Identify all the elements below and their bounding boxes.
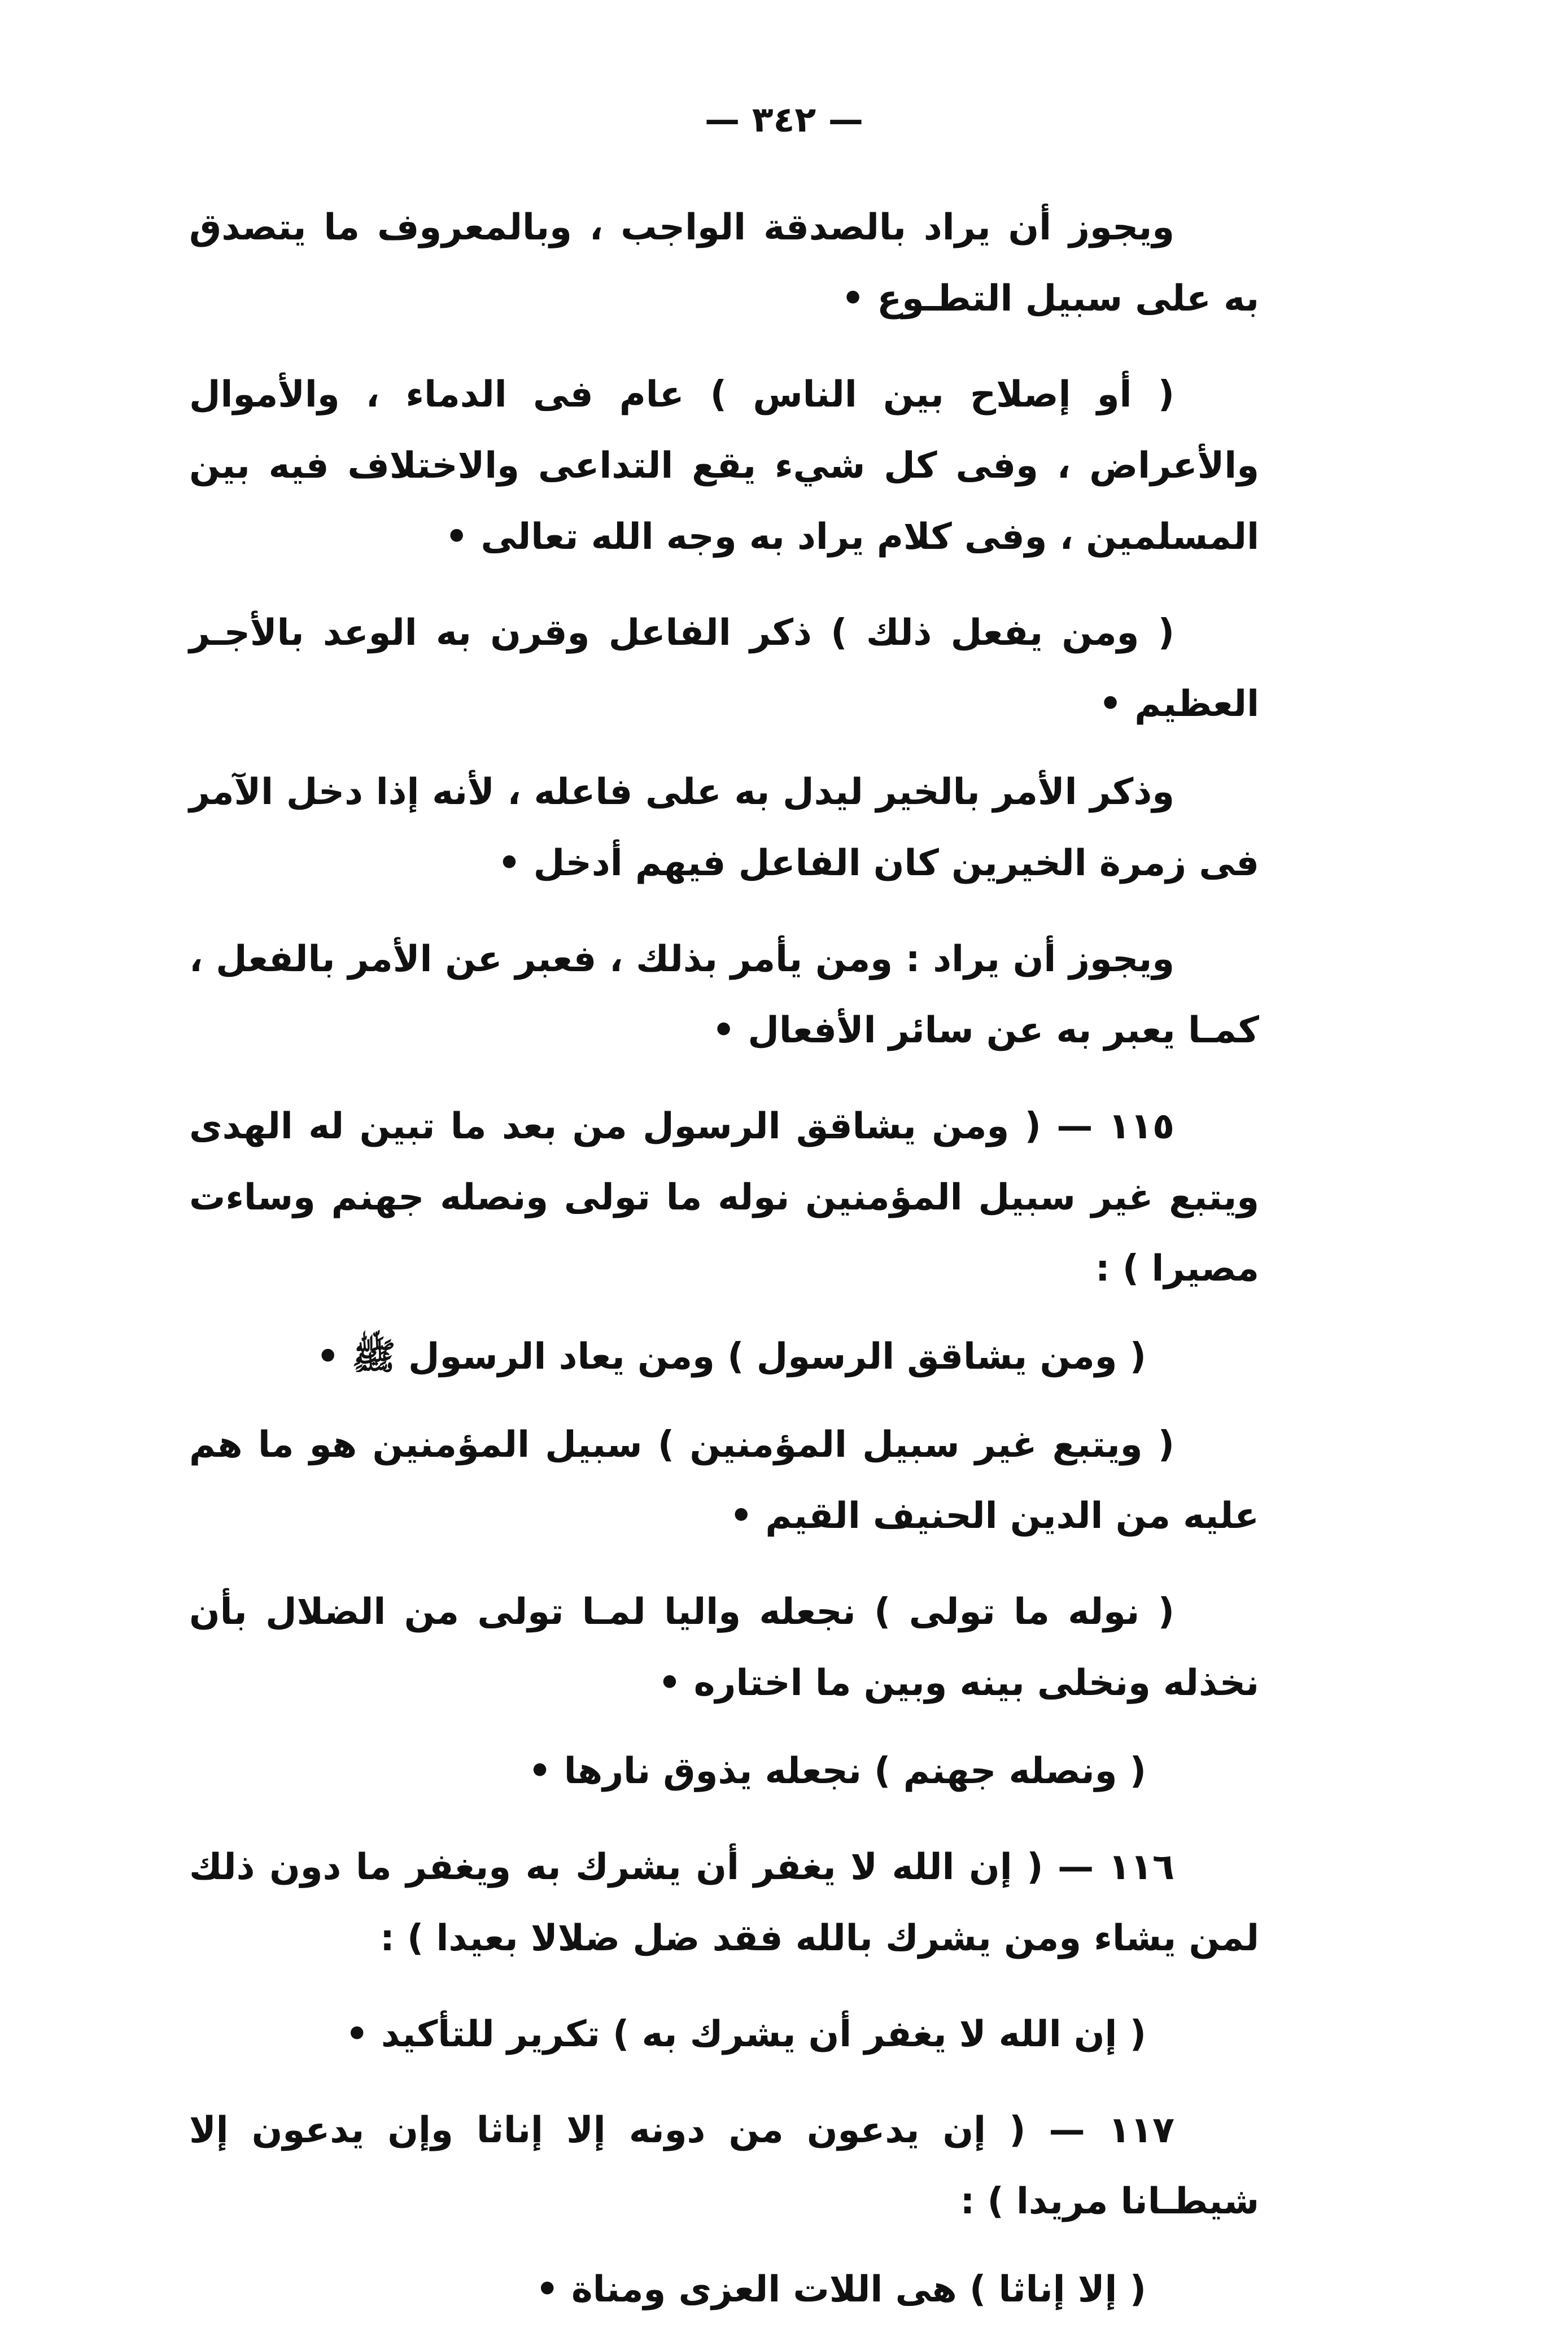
verse-117: ١١٧ — ( إن يدعون من دونه إلا إناثا وإن يدعون إلا شيطـانا مريدا ) : bbox=[189, 2109, 1259, 2222]
paragraph-3: ( ومن يفعل ذلك ) ذكر الفاعل وقرن به الوعد بالأجـر العظيم • bbox=[189, 612, 1259, 725]
paragraph-1: ويجوز أن يراد بالصدقة الواجب ، وبالمعروف ما يتصدق به على سبيل التطـوع • bbox=[189, 207, 1259, 320]
paragraph-9: ( نوله ما تولى ) نجعله واليا لمـا تولى من الضلال بأن نخذله ونخلى بينه وبين ما اختاره • bbox=[189, 1591, 1259, 1704]
paragraph-7: ( ومن يشاقق الرسول ) ومن يعاد الرسول ﷺ • bbox=[316, 1336, 1146, 1378]
page-body bbox=[189, 192, 1259, 2350]
paragraph-5: ويجوز أن يراد : ومن يأمر بذلك ، فعبر عن الأمر بالفعل ، كمـا يعبر به عن سائر الأفعال • bbox=[189, 938, 1259, 1051]
paragraph-4: وذكر الأمر بالخير ليدل به على فاعله ، لأنه إذا دخل الآمر فى زمرة الخيرين كان الفاعل فيهم أدخل • bbox=[189, 771, 1259, 884]
verse-115: ١١٥ — ( ومن يشاقق الرسول من بعد ما تبين له الهدى ويتبع غير سبيل المؤمنين نوله ما تولى ونصله جهنم وساءت مصيرا ) : bbox=[189, 1106, 1259, 1290]
paragraph-8: ( ويتبع غير سبيل المؤمنين ) سبيل المؤمنين هو ما هم عليه من الدين الحنيف القيم • bbox=[189, 1424, 1259, 1537]
verse-116: ١١٦ — ( إن الله لا يغفر أن يشرك به ويغفر ما دون ذلك لمن يشاء ومن يشرك بالله فقد ضل ضلالا بعيدا ) : bbox=[189, 1846, 1259, 1959]
paragraph-12: ( إن الله لا يغفر أن يشرك به ) تكرير للتأكيد • bbox=[345, 2013, 1146, 2055]
paragraph-14: ( إلا إناثا ) هى اللات العزى ومناة • bbox=[535, 2269, 1146, 2310]
paragraph-10: ( ونصله جهنم ) نجعله يذوق نارها • bbox=[528, 1750, 1146, 1792]
paragraph-2: ( أو إصلاح بين الناس ) عام فى الدماء ، والأموال والأعراض ، وفى كل شيء يقع التداعى والاختلاف فيه بين المسلمين ، وفى كلام يراد به وجه الله تعالى • bbox=[189, 374, 1259, 558]
page-number: — ٣٤٢ — bbox=[705, 99, 863, 140]
